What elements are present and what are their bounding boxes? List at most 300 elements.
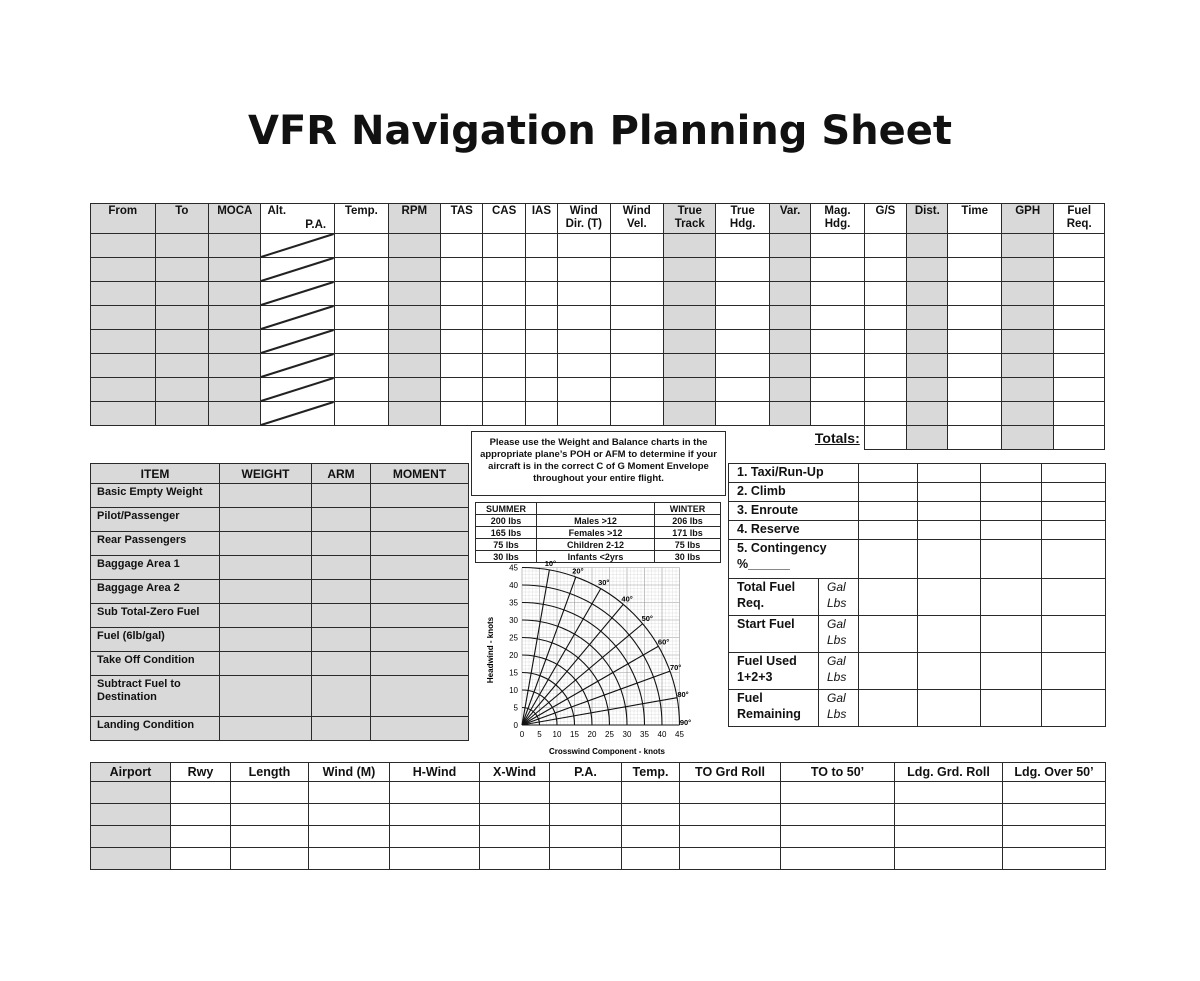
nav-cell[interactable] bbox=[1054, 354, 1105, 378]
apt-cell[interactable] bbox=[1003, 782, 1106, 804]
nav-cell[interactable] bbox=[91, 258, 156, 282]
nav-cell[interactable] bbox=[388, 330, 440, 354]
nav-cell[interactable] bbox=[1054, 258, 1105, 282]
nav-cell[interactable] bbox=[209, 354, 261, 378]
nav-cell[interactable] bbox=[716, 378, 769, 402]
nav-cell[interactable] bbox=[525, 258, 557, 282]
wb-value-cell[interactable] bbox=[371, 628, 469, 652]
fuel-total-row bbox=[729, 690, 1106, 727]
alt-pa-cell[interactable] bbox=[261, 354, 335, 378]
nav-cell[interactable] bbox=[1054, 330, 1105, 354]
fuel-value-cell[interactable] bbox=[1042, 616, 1106, 653]
wb-value-cell[interactable] bbox=[312, 676, 371, 717]
nav-cell[interactable] bbox=[441, 330, 483, 354]
wb-value-cell[interactable] bbox=[371, 484, 469, 508]
fuel-value-cell[interactable] bbox=[981, 653, 1042, 690]
apt-cell[interactable] bbox=[480, 848, 550, 870]
nav-cell[interactable] bbox=[948, 306, 1001, 330]
fuel-value-cell[interactable] bbox=[981, 464, 1042, 483]
nav-cell[interactable] bbox=[811, 330, 864, 354]
angle-label: 70° bbox=[669, 662, 682, 672]
nav-cell[interactable] bbox=[864, 354, 906, 378]
nav-cell[interactable] bbox=[716, 282, 769, 306]
apt-cell[interactable] bbox=[781, 848, 895, 870]
nav-cell[interactable] bbox=[155, 330, 208, 354]
nav-cell[interactable] bbox=[209, 330, 261, 354]
nav-cell[interactable] bbox=[91, 306, 156, 330]
wb-value-cell[interactable] bbox=[220, 532, 312, 556]
nav-cell[interactable] bbox=[335, 354, 388, 378]
fuel-value-cell[interactable] bbox=[859, 483, 918, 502]
nav-cell[interactable] bbox=[155, 258, 208, 282]
wb-value-cell[interactable] bbox=[220, 580, 312, 604]
alt-pa-cell[interactable] bbox=[261, 234, 335, 258]
nav-cell[interactable] bbox=[664, 282, 716, 306]
alt-pa-cell[interactable] bbox=[261, 378, 335, 402]
apt-cell[interactable] bbox=[390, 848, 480, 870]
nav-cell[interactable] bbox=[483, 378, 525, 402]
nav-cell[interactable] bbox=[558, 282, 610, 306]
apt-cell[interactable] bbox=[680, 848, 781, 870]
wb-value-cell[interactable] bbox=[312, 652, 371, 676]
wb-value-cell[interactable] bbox=[220, 604, 312, 628]
apt-cell[interactable] bbox=[171, 804, 231, 826]
apt-cell[interactable] bbox=[480, 782, 550, 804]
nav-cell[interactable] bbox=[155, 378, 208, 402]
apt-cell[interactable] bbox=[781, 782, 895, 804]
nav-cell[interactable] bbox=[441, 402, 483, 426]
fuel-value-cell[interactable] bbox=[918, 540, 981, 579]
fuel-value-cell[interactable] bbox=[981, 483, 1042, 502]
nav-cell[interactable] bbox=[1054, 282, 1105, 306]
apt-cell[interactable] bbox=[91, 782, 171, 804]
nav-cell[interactable] bbox=[811, 234, 864, 258]
nav-cell[interactable] bbox=[558, 354, 610, 378]
fuel-value-cell[interactable] bbox=[918, 483, 981, 502]
nav-cell[interactable] bbox=[864, 330, 906, 354]
wb-row bbox=[91, 652, 469, 676]
fuel-value-cell[interactable] bbox=[859, 464, 918, 483]
nav-cell[interactable] bbox=[948, 354, 1001, 378]
nav-cell[interactable] bbox=[716, 402, 769, 426]
fuel-value-cell[interactable] bbox=[981, 579, 1042, 616]
totals-cell[interactable] bbox=[948, 426, 1001, 450]
nav-cell[interactable] bbox=[610, 258, 663, 282]
nav-cell[interactable] bbox=[948, 282, 1001, 306]
nav-cell[interactable] bbox=[483, 258, 525, 282]
apt-cell[interactable] bbox=[309, 782, 390, 804]
fuel-value-cell[interactable] bbox=[918, 579, 981, 616]
apt-cell[interactable] bbox=[91, 848, 171, 870]
nav-cell[interactable] bbox=[864, 282, 906, 306]
fuel-value-cell[interactable] bbox=[1042, 540, 1106, 579]
nav-cell[interactable] bbox=[483, 282, 525, 306]
nav-cell[interactable] bbox=[441, 234, 483, 258]
nav-cell[interactable] bbox=[610, 402, 663, 426]
apt-cell[interactable] bbox=[231, 804, 309, 826]
wb-value-cell[interactable] bbox=[220, 556, 312, 580]
apt-cell[interactable] bbox=[390, 826, 480, 848]
wb-row bbox=[91, 604, 469, 628]
nav-cell[interactable] bbox=[664, 402, 716, 426]
std-blank bbox=[537, 503, 655, 515]
totals-cell[interactable] bbox=[1001, 426, 1053, 450]
fuel-value-cell[interactable] bbox=[918, 653, 981, 690]
wb-value-cell[interactable] bbox=[312, 628, 371, 652]
wb-value-cell[interactable] bbox=[220, 652, 312, 676]
nav-cell[interactable] bbox=[209, 258, 261, 282]
nav-cell[interactable] bbox=[811, 354, 864, 378]
fuel-value-cell[interactable] bbox=[981, 502, 1042, 521]
fuel-value-cell[interactable] bbox=[1042, 690, 1106, 727]
nav-cell[interactable] bbox=[155, 402, 208, 426]
apt-cell[interactable] bbox=[895, 782, 1003, 804]
nav-cell[interactable] bbox=[610, 282, 663, 306]
totals-cell[interactable] bbox=[1054, 426, 1105, 450]
fuel-value-cell[interactable] bbox=[859, 540, 918, 579]
nav-cell[interactable] bbox=[335, 282, 388, 306]
apt-col-header: Wind (M) bbox=[309, 763, 390, 782]
nav-cell[interactable] bbox=[335, 378, 388, 402]
apt-cell[interactable] bbox=[622, 804, 680, 826]
nav-cell[interactable] bbox=[91, 354, 156, 378]
fuel-value-cell[interactable] bbox=[1042, 579, 1106, 616]
nav-cell[interactable] bbox=[388, 258, 440, 282]
nav-cell[interactable] bbox=[558, 234, 610, 258]
nav-cell[interactable] bbox=[155, 306, 208, 330]
y-tick-label: 40 bbox=[509, 581, 518, 590]
apt-cell[interactable] bbox=[231, 782, 309, 804]
nav-cell[interactable] bbox=[864, 258, 906, 282]
nav-cell[interactable] bbox=[664, 354, 716, 378]
apt-cell[interactable] bbox=[622, 826, 680, 848]
nav-cell[interactable] bbox=[716, 354, 769, 378]
wb-value-cell[interactable] bbox=[371, 508, 469, 532]
nav-cell[interactable] bbox=[664, 234, 716, 258]
nav-cell[interactable] bbox=[907, 258, 948, 282]
nav-cell[interactable] bbox=[610, 306, 663, 330]
nav-cell[interactable] bbox=[155, 234, 208, 258]
nav-cell[interactable] bbox=[1054, 402, 1105, 426]
nav-cell[interactable] bbox=[948, 234, 1001, 258]
fuel-value-cell[interactable] bbox=[918, 690, 981, 727]
fuel-value-cell[interactable] bbox=[981, 540, 1042, 579]
nav-cell[interactable] bbox=[558, 258, 610, 282]
nav-cell[interactable] bbox=[948, 330, 1001, 354]
nav-cell[interactable] bbox=[769, 282, 810, 306]
nav-cell[interactable] bbox=[769, 402, 810, 426]
fuel-value-cell[interactable] bbox=[981, 521, 1042, 540]
apt-col-header: Length bbox=[231, 763, 309, 782]
nav-cell[interactable] bbox=[335, 258, 388, 282]
wb-value-cell[interactable] bbox=[312, 556, 371, 580]
nav-cell[interactable] bbox=[483, 306, 525, 330]
nav-cell[interactable] bbox=[864, 378, 906, 402]
nav-cell[interactable] bbox=[388, 234, 440, 258]
nav-cell[interactable] bbox=[907, 330, 948, 354]
nav-cell[interactable] bbox=[525, 402, 557, 426]
nav-cell[interactable] bbox=[769, 258, 810, 282]
nav-cell[interactable] bbox=[388, 306, 440, 330]
nav-cell[interactable] bbox=[91, 282, 156, 306]
nav-cell[interactable] bbox=[907, 282, 948, 306]
wb-value-cell[interactable] bbox=[312, 604, 371, 628]
fuel-value-cell[interactable] bbox=[1042, 464, 1106, 483]
nav-cell[interactable] bbox=[155, 282, 208, 306]
nav-cell[interactable] bbox=[907, 378, 948, 402]
nav-cell[interactable] bbox=[335, 402, 388, 426]
nav-cell[interactable] bbox=[769, 234, 810, 258]
apt-cell[interactable] bbox=[231, 848, 309, 870]
nav-cell[interactable] bbox=[558, 330, 610, 354]
nav-cell[interactable] bbox=[610, 354, 663, 378]
nav-cell[interactable] bbox=[1054, 306, 1105, 330]
wb-row bbox=[91, 717, 469, 741]
nav-cell[interactable] bbox=[811, 282, 864, 306]
nav-cell[interactable] bbox=[483, 330, 525, 354]
nav-cell[interactable] bbox=[1001, 282, 1053, 306]
alt-pa-cell[interactable] bbox=[261, 306, 335, 330]
nav-cell[interactable] bbox=[716, 234, 769, 258]
fuel-value-cell[interactable] bbox=[1042, 483, 1106, 502]
y-tick-label: 25 bbox=[509, 633, 518, 643]
apt-cell[interactable] bbox=[309, 804, 390, 826]
fuel-value-cell[interactable] bbox=[859, 616, 918, 653]
nav-cell[interactable] bbox=[1001, 402, 1053, 426]
nav-cell[interactable] bbox=[483, 354, 525, 378]
wb-value-cell[interactable] bbox=[220, 676, 312, 717]
nav-cell[interactable] bbox=[664, 378, 716, 402]
nav-cell[interactable] bbox=[441, 306, 483, 330]
fuel-item-label: 2. Climb bbox=[729, 483, 859, 502]
fuel-value-cell[interactable] bbox=[981, 616, 1042, 653]
nav-cell[interactable] bbox=[525, 330, 557, 354]
apt-cell[interactable] bbox=[91, 826, 171, 848]
nav-cell[interactable] bbox=[769, 330, 810, 354]
summer-weight: 75 lbs bbox=[476, 539, 537, 551]
col-wind-vel: Wind Vel. bbox=[610, 204, 663, 234]
apt-cell[interactable] bbox=[895, 804, 1003, 826]
nav-cell[interactable] bbox=[610, 234, 663, 258]
y-tick-label: 10 bbox=[509, 686, 518, 695]
fuel-value-cell[interactable] bbox=[918, 521, 981, 540]
nav-cell[interactable] bbox=[769, 306, 810, 330]
nav-cell[interactable] bbox=[948, 402, 1001, 426]
fuel-value-cell[interactable] bbox=[918, 464, 981, 483]
nav-cell[interactable] bbox=[558, 378, 610, 402]
nav-cell[interactable] bbox=[388, 354, 440, 378]
apt-cell[interactable] bbox=[171, 782, 231, 804]
fuel-value-cell[interactable] bbox=[859, 653, 918, 690]
x-tick-label: 40 bbox=[657, 730, 667, 739]
wb-value-cell[interactable] bbox=[371, 717, 469, 741]
fuel-value-cell[interactable] bbox=[859, 502, 918, 521]
nav-cell[interactable] bbox=[907, 354, 948, 378]
nav-cell[interactable] bbox=[441, 282, 483, 306]
nav-cell[interactable] bbox=[209, 282, 261, 306]
nav-cell[interactable] bbox=[209, 378, 261, 402]
wb-value-cell[interactable] bbox=[220, 508, 312, 532]
apt-cell[interactable] bbox=[781, 804, 895, 826]
apt-cell[interactable] bbox=[680, 826, 781, 848]
apt-cell[interactable] bbox=[309, 826, 390, 848]
wb-value-cell[interactable] bbox=[312, 484, 371, 508]
apt-cell[interactable] bbox=[550, 826, 622, 848]
nav-cell[interactable] bbox=[388, 378, 440, 402]
alt-pa-cell[interactable] bbox=[261, 330, 335, 354]
nav-cell[interactable] bbox=[907, 402, 948, 426]
apt-cell[interactable] bbox=[1003, 804, 1106, 826]
nav-cell[interactable] bbox=[948, 378, 1001, 402]
fuel-value-cell[interactable] bbox=[859, 690, 918, 727]
nav-cell[interactable] bbox=[441, 354, 483, 378]
nav-cell[interactable] bbox=[716, 330, 769, 354]
fuel-item-label: 3. Enroute bbox=[729, 502, 859, 521]
nav-cell[interactable] bbox=[664, 330, 716, 354]
wb-value-cell[interactable] bbox=[371, 556, 469, 580]
apt-cell[interactable] bbox=[680, 782, 781, 804]
fuel-value-cell[interactable] bbox=[981, 690, 1042, 727]
nav-cell[interactable] bbox=[525, 378, 557, 402]
nav-cell[interactable] bbox=[91, 330, 156, 354]
apt-cell[interactable] bbox=[91, 804, 171, 826]
alt-pa-cell[interactable] bbox=[261, 402, 335, 426]
fuel-value-cell[interactable] bbox=[1042, 502, 1106, 521]
nav-cell[interactable] bbox=[716, 306, 769, 330]
apt-cell[interactable] bbox=[895, 848, 1003, 870]
apt-cell[interactable] bbox=[390, 782, 480, 804]
apt-cell[interactable] bbox=[1003, 826, 1106, 848]
apt-cell[interactable] bbox=[171, 826, 231, 848]
nav-cell[interactable] bbox=[209, 402, 261, 426]
totals-cell[interactable] bbox=[864, 426, 906, 450]
nav-cell[interactable] bbox=[558, 402, 610, 426]
wb-value-cell[interactable] bbox=[312, 532, 371, 556]
nav-cell[interactable] bbox=[335, 330, 388, 354]
nav-cell[interactable] bbox=[1001, 234, 1053, 258]
nav-cell[interactable] bbox=[811, 258, 864, 282]
nav-cell[interactable] bbox=[1054, 378, 1105, 402]
totals-cell[interactable] bbox=[907, 426, 948, 450]
wb-value-cell[interactable] bbox=[220, 717, 312, 741]
nav-cell[interactable] bbox=[525, 354, 557, 378]
wb-value-cell[interactable] bbox=[371, 532, 469, 556]
nav-cell[interactable] bbox=[1001, 378, 1053, 402]
nav-cell[interactable] bbox=[441, 258, 483, 282]
apt-cell[interactable] bbox=[622, 782, 680, 804]
apt-cell[interactable] bbox=[231, 826, 309, 848]
nav-cell[interactable] bbox=[388, 402, 440, 426]
apt-cell[interactable] bbox=[480, 826, 550, 848]
nav-cell[interactable] bbox=[864, 402, 906, 426]
nav-cell[interactable] bbox=[91, 402, 156, 426]
apt-cell[interactable] bbox=[309, 848, 390, 870]
nav-cell[interactable] bbox=[525, 234, 557, 258]
wb-value-cell[interactable] bbox=[371, 604, 469, 628]
alt-pa-cell[interactable] bbox=[261, 282, 335, 306]
nav-cell[interactable] bbox=[1001, 258, 1053, 282]
apt-cell[interactable] bbox=[390, 804, 480, 826]
nav-cell[interactable] bbox=[525, 282, 557, 306]
apt-cell[interactable] bbox=[171, 848, 231, 870]
nav-cell[interactable] bbox=[1001, 354, 1053, 378]
wb-value-cell[interactable] bbox=[312, 508, 371, 532]
wb-value-cell[interactable] bbox=[312, 580, 371, 604]
nav-cell[interactable] bbox=[209, 306, 261, 330]
apt-cell[interactable] bbox=[1003, 848, 1106, 870]
nav-cell[interactable] bbox=[664, 306, 716, 330]
fuel-value-cell[interactable] bbox=[1042, 653, 1106, 690]
alt-pa-cell[interactable] bbox=[261, 258, 335, 282]
apt-cell[interactable] bbox=[550, 804, 622, 826]
wb-value-cell[interactable] bbox=[371, 580, 469, 604]
nav-cell[interactable] bbox=[769, 378, 810, 402]
nav-cell[interactable] bbox=[1001, 306, 1053, 330]
nav-cell[interactable] bbox=[864, 234, 906, 258]
apt-cell[interactable] bbox=[550, 848, 622, 870]
fuel-value-cell[interactable] bbox=[859, 521, 918, 540]
nav-cell[interactable] bbox=[91, 378, 156, 402]
nav-cell[interactable] bbox=[716, 258, 769, 282]
nav-cell[interactable] bbox=[441, 378, 483, 402]
nav-cell[interactable] bbox=[335, 306, 388, 330]
nav-cell[interactable] bbox=[155, 354, 208, 378]
nav-cell[interactable] bbox=[558, 306, 610, 330]
nav-cell[interactable] bbox=[388, 282, 440, 306]
nav-cell[interactable] bbox=[907, 306, 948, 330]
fuel-value-cell[interactable] bbox=[859, 579, 918, 616]
nav-cell[interactable] bbox=[811, 378, 864, 402]
nav-cell[interactable] bbox=[811, 402, 864, 426]
nav-cell[interactable] bbox=[769, 354, 810, 378]
nav-cell[interactable] bbox=[1054, 234, 1105, 258]
apt-cell[interactable] bbox=[895, 826, 1003, 848]
fuel-total-label: Total Fuel Req. bbox=[729, 579, 819, 616]
nav-cell[interactable] bbox=[91, 234, 156, 258]
wb-value-cell[interactable] bbox=[220, 484, 312, 508]
wb-value-cell[interactable] bbox=[371, 652, 469, 676]
nav-cell[interactable] bbox=[483, 234, 525, 258]
apt-cell[interactable] bbox=[680, 804, 781, 826]
wb-row bbox=[91, 508, 469, 532]
apt-cell[interactable] bbox=[781, 826, 895, 848]
nav-cell[interactable] bbox=[209, 234, 261, 258]
nav-cell[interactable] bbox=[335, 234, 388, 258]
diagonal-divider bbox=[261, 258, 334, 281]
nav-cell[interactable] bbox=[811, 306, 864, 330]
nav-cell[interactable] bbox=[664, 258, 716, 282]
wb-value-cell[interactable] bbox=[371, 676, 469, 717]
nav-cell[interactable] bbox=[610, 330, 663, 354]
apt-cell[interactable] bbox=[622, 848, 680, 870]
nav-cell[interactable] bbox=[525, 306, 557, 330]
nav-cell[interactable] bbox=[907, 234, 948, 258]
nav-cell[interactable] bbox=[948, 258, 1001, 282]
apt-cell[interactable] bbox=[480, 804, 550, 826]
nav-cell[interactable] bbox=[864, 306, 906, 330]
nav-cell[interactable] bbox=[1001, 330, 1053, 354]
apt-cell[interactable] bbox=[550, 782, 622, 804]
wb-value-cell[interactable] bbox=[312, 717, 371, 741]
nav-cell[interactable] bbox=[610, 378, 663, 402]
fuel-value-cell[interactable] bbox=[1042, 521, 1106, 540]
nav-cell[interactable] bbox=[483, 402, 525, 426]
fuel-value-cell[interactable] bbox=[918, 502, 981, 521]
wb-value-cell[interactable] bbox=[220, 628, 312, 652]
fuel-value-cell[interactable] bbox=[918, 616, 981, 653]
col-to: To bbox=[155, 204, 208, 234]
col-true-hdg: True Hdg. bbox=[716, 204, 769, 234]
